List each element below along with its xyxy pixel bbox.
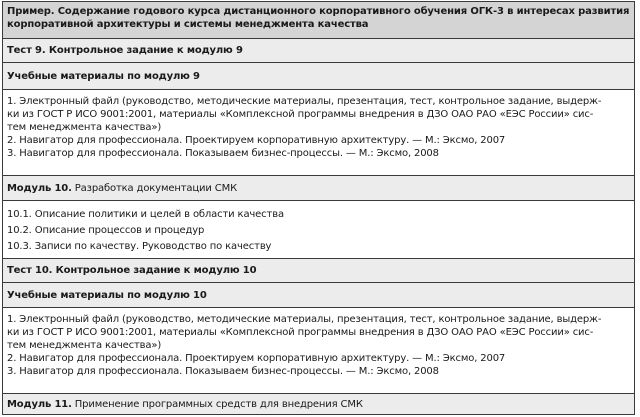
materials-9-item-1-line-2: ки из ГОСТ Р ИСО 9001:2001, материалы «Комплексной программы внедрения в ДЗО ОАО РАО «ЕЭС России» сис- (7, 109, 594, 120)
table-header (3, 2, 634, 38)
test-9-row (3, 38, 634, 62)
materials-10-item-2: 2. Навигатор для профессионала. Проектируем корпоративную архитектуру. — М.: Эксмо, 2007 (7, 353, 506, 364)
module-11-title: Применение программных средств для внедрения СМК (71, 399, 363, 410)
module-10-title: Разработка документации СМК (71, 183, 238, 194)
header-line-1: Пример. Содержание годового курса дистанционного корпоративного обучения ОГК-3 в интересах развития (7, 6, 630, 17)
module-10-row (3, 175, 634, 200)
materials-10-item-1-line-1: 1. Электронный файл (руководство, методические материалы, презентация, тест, контрольное задание, выдерж- (7, 314, 602, 325)
module-10-topic: 10.1. Описание политики и целей в области качества (7, 209, 284, 220)
materials-10-item-3: 3. Навигатор для профессионала. Показываем бизнес-процессы. — М.: Эксмо, 2008 (7, 366, 439, 377)
materials-9-title: Учебные материалы по модулю 9 (7, 71, 200, 82)
materials-10-title: Учебные материалы по модулю 10 (7, 290, 207, 301)
module-10-topics (3, 200, 634, 258)
materials-10-item-1-line-2: ки из ГОСТ Р ИСО 9001:2001, материалы «Комплексной программы внедрения в ДЗО ОАО РАО «ЕЭС России» сис- (7, 327, 594, 338)
course-content-table (2, 1, 635, 415)
materials-9-item-1-line-3: тем менеджмента качества») (7, 122, 162, 133)
materials-9-item-3: 3. Навигатор для профессионала. Показываем бизнес-процессы. — М.: Эксмо, 2008 (7, 148, 439, 159)
test-9-label: Тест 9. Контрольное задание к модулю 9 (7, 45, 243, 56)
materials-10-list (3, 307, 634, 393)
materials-10-title-row (3, 282, 634, 307)
module-11-heading (7, 398, 630, 411)
module-10-topic: 10.3. Записи по качеству. Руководство по качеству (7, 241, 272, 252)
materials-10-item-1-line-3: тем менеджмента качества») (7, 340, 162, 351)
module-10-heading (7, 182, 630, 195)
materials-9-list (3, 89, 634, 175)
materials-9-title-row (3, 62, 634, 89)
header-line-2: корпоративной архитектуры и системы менеджмента качества (7, 19, 369, 30)
module-10-label: Модуль 10. (7, 183, 72, 194)
test-10-row (3, 258, 634, 282)
test-10-label: Тест 10. Контрольное задание к модулю 10 (7, 265, 257, 276)
materials-9-item-1-line-1: 1. Электронный файл (руководство, методические материалы, презентация, тест, контрольное задание, выдерж- (7, 96, 602, 107)
module-10-topic: 10.2. Описание процессов и процедур (7, 225, 205, 236)
module-11-row (3, 393, 634, 414)
module-11-label: Модуль 11. (7, 399, 72, 410)
materials-9-item-2: 2. Навигатор для профессионала. Проектируем корпоративную архитектуру. — М.: Эксмо, 2007 (7, 135, 506, 146)
